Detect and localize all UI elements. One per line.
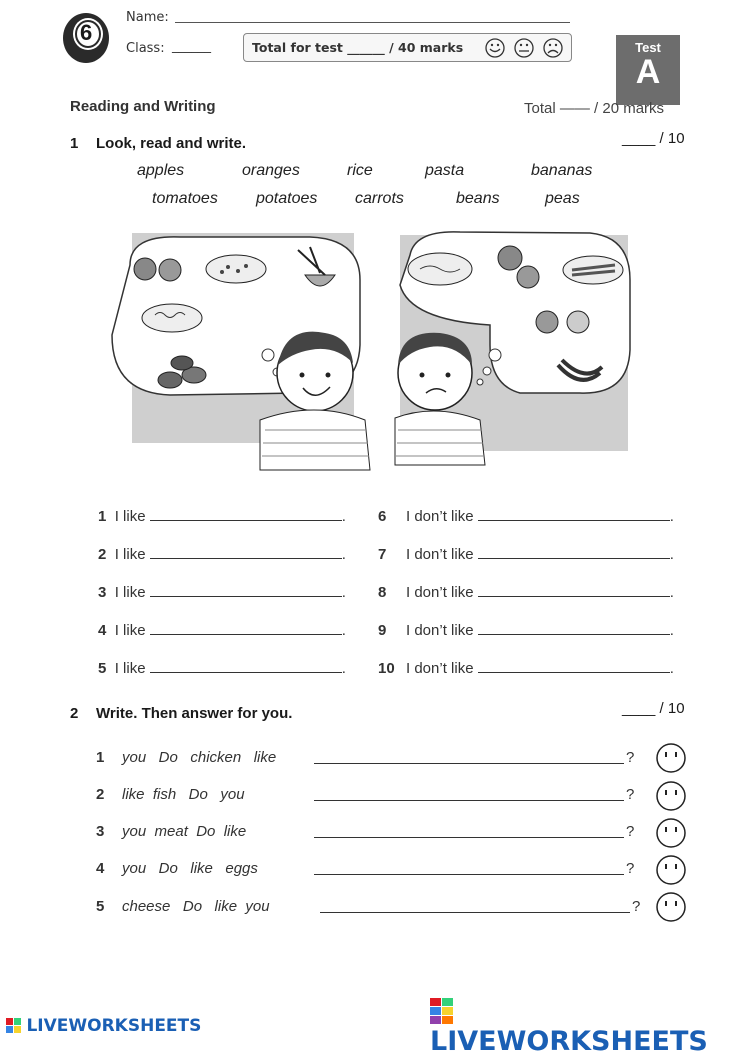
section-title: Reading and Writing: [70, 98, 216, 115]
exercise-1-instruction: Look, read and write.: [96, 135, 247, 152]
sentence-item: 5 I like .: [98, 660, 346, 677]
sentence-item: 10 I don’t like .: [378, 660, 674, 677]
sentence-item: 1 I like .: [98, 508, 346, 525]
word-bank-item: carrots: [355, 190, 404, 207]
exercise-1-number: 1: [70, 135, 79, 152]
answer-blank[interactable]: [150, 596, 342, 597]
section-total: Total —— / 20 marks: [524, 100, 665, 117]
test-version-box: [616, 35, 680, 105]
word-bank-item: oranges: [242, 162, 300, 179]
question-item: 4 you Do like eggs ?: [96, 860, 635, 877]
exercise-2-instruction: Write. Then answer for you.: [96, 705, 293, 722]
word-bank-item: apples: [137, 162, 185, 179]
liveworksheets-icon: [430, 998, 454, 1026]
liveworksheets-logo-small: LIVEWORKSHEETS: [6, 1016, 201, 1036]
answer-blank[interactable]: [314, 763, 624, 764]
question-item: 3 you meat Do like ?: [96, 823, 635, 840]
unit-number: 6: [80, 20, 93, 45]
sentence-item: 4 I like .: [98, 622, 346, 639]
answer-blank[interactable]: [478, 558, 670, 559]
answer-face-icon[interactable]: [655, 780, 687, 812]
answer-face-icon[interactable]: [655, 891, 687, 923]
answer-blank[interactable]: [478, 520, 670, 521]
name-field[interactable]: [175, 22, 570, 23]
mood-faces-icon: [484, 37, 566, 59]
class-field[interactable]: ______: [172, 39, 211, 54]
sentence-item: 7 I don’t like .: [378, 546, 674, 563]
test-label: Test: [635, 40, 661, 55]
exercise-2-number: 2: [70, 705, 79, 722]
word-bank-item: tomatoes: [152, 190, 218, 207]
word-bank-item: rice: [347, 162, 373, 179]
word-bank-item: bananas: [531, 162, 593, 179]
word-bank-item: pasta: [425, 162, 465, 179]
answer-blank[interactable]: [478, 596, 670, 597]
liveworksheets-icon: [6, 1018, 22, 1034]
question-item: 2 like fish Do you ?: [96, 786, 635, 803]
class-label: Class:: [126, 41, 165, 56]
answer-blank[interactable]: [320, 912, 630, 913]
sentence-item: 6 I don’t like .: [378, 508, 674, 525]
answer-blank[interactable]: [478, 634, 670, 635]
sentence-item: 3 I like .: [98, 584, 346, 601]
answer-face-icon[interactable]: [655, 817, 687, 849]
unit-number-badge: [60, 6, 112, 66]
answer-blank[interactable]: [314, 874, 624, 875]
name-label: Name:: [126, 10, 169, 25]
word-bank-item: beans: [456, 190, 500, 207]
test-version: A: [635, 53, 661, 91]
answer-blank[interactable]: [478, 672, 670, 673]
answer-blank[interactable]: [314, 800, 624, 801]
word-bank-item: potatoes: [256, 190, 318, 207]
question-item: 5 cheese Do like you ?: [96, 898, 641, 915]
answer-blank[interactable]: [150, 634, 342, 635]
exercise-1-score: ____ / 10: [622, 130, 685, 147]
exercise-2-score: ____ / 10: [622, 700, 685, 717]
answer-blank[interactable]: [150, 558, 342, 559]
sentence-item: 2 I like .: [98, 546, 346, 563]
total-for-test-label: Total for test ______ / 40 marks: [252, 40, 464, 55]
food-likes-illustration: [110, 225, 635, 495]
liveworksheets-logo-large: LIVEWORKSHEETS: [430, 998, 735, 1057]
answer-blank[interactable]: [150, 520, 342, 521]
word-bank-item: peas: [545, 190, 580, 207]
answer-face-icon[interactable]: [655, 742, 687, 774]
question-item: 1 you Do chicken like ?: [96, 749, 635, 766]
total-for-test-box: [243, 33, 572, 62]
answer-face-icon[interactable]: [655, 854, 687, 886]
answer-blank[interactable]: [150, 672, 342, 673]
sentence-item: 8 I don’t like .: [378, 584, 674, 601]
answer-blank[interactable]: [314, 837, 624, 838]
sentence-item: 9 I don’t like .: [378, 622, 674, 639]
